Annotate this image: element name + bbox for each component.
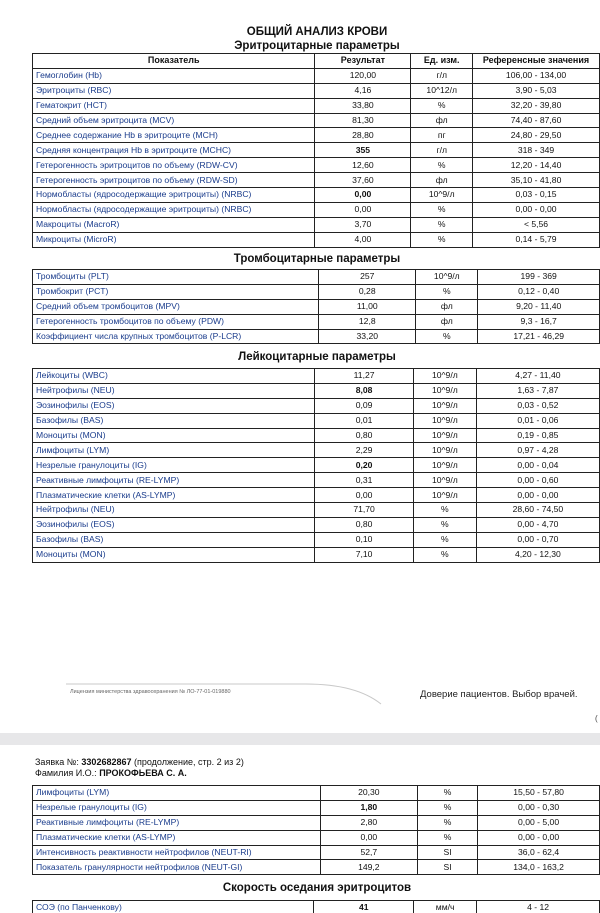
- unit-value: %: [411, 98, 473, 113]
- parameter-name: Средняя концентрация Hb в эритроците (MCHC): [33, 143, 315, 158]
- esr-table: [32, 900, 600, 913]
- result-value: 1,80: [320, 800, 417, 815]
- table-row: [33, 217, 600, 232]
- table-row: [33, 83, 600, 98]
- parameter-name: Гетерогенность эритроцитов по объему (RDW-SD): [33, 173, 315, 188]
- unit-value: 10^9/л: [413, 473, 476, 488]
- reference-range: 0,00 - 0,00: [473, 202, 600, 217]
- reference-range: 9,20 - 11,40: [478, 299, 600, 314]
- order-suffix: (продолжение, стр. 2 из 2): [134, 757, 244, 767]
- table-row: [33, 815, 600, 830]
- unit-value: %: [411, 202, 473, 217]
- table-row: [33, 413, 600, 428]
- table-row: [33, 68, 600, 83]
- reference-range: 318 - 349: [473, 143, 600, 158]
- parameter-name: Моноциты (MON): [33, 428, 315, 443]
- reference-range: 0,19 - 0,85: [476, 428, 599, 443]
- unit-value: мм/ч: [414, 901, 477, 913]
- unit-value: 10^9/л: [413, 369, 476, 384]
- reference-range: 4 - 12: [477, 901, 600, 913]
- header-reference: Референсные значения: [473, 54, 600, 69]
- unit-value: г/л: [411, 68, 473, 83]
- parameter-name: Коэффициент числа крупных тромбоцитов (P-LCR): [33, 329, 319, 344]
- result-value: 0,80: [315, 517, 414, 532]
- table-row: [33, 458, 600, 473]
- patient-label: Фамилия И.О.:: [35, 768, 97, 778]
- reference-range: 12,20 - 14,40: [473, 158, 600, 173]
- parameter-name: Нейтрофилы (NEU): [33, 503, 315, 518]
- parameter-name: Моноциты (MON): [33, 547, 315, 562]
- header-parameter: Показатель: [33, 54, 315, 69]
- unit-value: 10^9/л: [413, 398, 476, 413]
- parameter-name: Базофилы (BAS): [33, 532, 315, 547]
- result-value: 8,08: [315, 383, 414, 398]
- result-value: 12,60: [315, 158, 411, 173]
- reference-range: 106,00 - 134,00: [473, 68, 600, 83]
- reference-range: 0,00 - 0,70: [476, 532, 599, 547]
- reference-range: 0,03 - 0,52: [476, 398, 599, 413]
- table-row: [33, 232, 600, 247]
- result-value: 0,00: [315, 188, 411, 203]
- parameter-name: Реактивные лимфоциты (RE-LYMP): [33, 473, 315, 488]
- unit-value: %: [411, 232, 473, 247]
- patient-name: ПРОКОФЬЕВА С. А.: [99, 768, 187, 778]
- unit-value: 10^9/л: [413, 458, 476, 473]
- reference-range: 1,63 - 7,87: [476, 383, 599, 398]
- section-title-erythro: Эритроцитарные параметры: [234, 40, 400, 52]
- table-header-row: [33, 54, 600, 69]
- table-row: [33, 369, 600, 384]
- table-row: [33, 143, 600, 158]
- unit-value: %: [417, 815, 477, 830]
- reference-range: 3,90 - 5,03: [473, 83, 600, 98]
- result-value: 2,29: [315, 443, 414, 458]
- result-value: 28,80: [315, 128, 411, 143]
- unit-value: %: [411, 158, 473, 173]
- header-result: Результат: [315, 54, 411, 69]
- unit-value: 10^9/л: [413, 488, 476, 503]
- result-value: 149,2: [320, 860, 417, 875]
- table-row: [33, 314, 600, 329]
- unit-value: 10^9/л: [411, 188, 473, 203]
- platelet-table: [32, 269, 600, 344]
- table-row: [33, 830, 600, 845]
- parameter-name: Незрелые гранулоциты (IG): [33, 458, 315, 473]
- parameter-name: Средний объем тромбоцитов (MPV): [33, 299, 319, 314]
- parameter-name: Гетерогенность эритроцитов по объему (RDW-CV): [33, 158, 315, 173]
- result-value: 0,00: [315, 488, 414, 503]
- parameter-name: Нейтрофилы (NEU): [33, 383, 315, 398]
- unit-value: фл: [411, 113, 473, 128]
- unit-value: 10^9/л: [416, 270, 478, 285]
- parameter-name: Лимфоциты (LYM): [33, 786, 321, 801]
- result-value: 0,01: [315, 413, 414, 428]
- footer-slogan: Доверие пациентов. Выбор врачей.: [420, 689, 578, 700]
- table-row: [33, 532, 600, 547]
- erythrocyte-table: [32, 53, 600, 248]
- table-row: [33, 329, 600, 344]
- parameter-name: Показатель гранулярности нейтрофилов (NEUT-GI): [33, 860, 321, 875]
- table-row: [33, 173, 600, 188]
- reference-range: 0,00 - 0,00: [478, 830, 600, 845]
- parameter-name: Эозинофилы (EOS): [33, 398, 315, 413]
- parameter-name: Незрелые гранулоциты (IG): [33, 800, 321, 815]
- unit-value: 10^9/л: [413, 428, 476, 443]
- table-row: [33, 158, 600, 173]
- parameter-name: Тромбоциты (PLT): [33, 270, 319, 285]
- parameter-name: Лейкоциты (WBC): [33, 369, 315, 384]
- table-row: [33, 98, 600, 113]
- result-value: 0,09: [315, 398, 414, 413]
- table-row: [33, 270, 600, 285]
- result-value: 0,28: [319, 284, 416, 299]
- report-page-2: [0, 745, 600, 913]
- table-row: [33, 284, 600, 299]
- result-value: 33,80: [315, 98, 411, 113]
- report-title: ОБЩИЙ АНАЛИЗ КРОВИ: [246, 26, 388, 38]
- table-row: [33, 428, 600, 443]
- reference-range: 0,00 - 0,00: [476, 488, 599, 503]
- parameter-name: Тромбокрит (PCT): [33, 284, 319, 299]
- table-row: [33, 383, 600, 398]
- result-value: 11,27: [315, 369, 414, 384]
- table-row: [33, 398, 600, 413]
- reference-range: 0,00 - 0,30: [478, 800, 600, 815]
- parameter-name: Средний объем эритроцита (MCV): [33, 113, 315, 128]
- reference-range: < 5,56: [473, 217, 600, 232]
- section-title-esr: Скорость оседания эритроцитов: [222, 882, 412, 894]
- reference-range: 0,01 - 0,06: [476, 413, 599, 428]
- reference-range: 134,0 - 163,2: [478, 860, 600, 875]
- table-row: [33, 113, 600, 128]
- table-row: [33, 860, 600, 875]
- unit-value: 10^9/л: [413, 413, 476, 428]
- result-value: 20,30: [320, 786, 417, 801]
- reference-range: 0,00 - 5,00: [478, 815, 600, 830]
- result-value: 4,00: [315, 232, 411, 247]
- unit-value: %: [413, 547, 476, 562]
- reference-range: 0,14 - 5,79: [473, 232, 600, 247]
- reference-range: 17,21 - 46,29: [478, 329, 600, 344]
- table-row: [33, 443, 600, 458]
- reference-range: 24,80 - 29,50: [473, 128, 600, 143]
- table-row: [33, 299, 600, 314]
- footer-license: Лицензия министерства здравоохранения № ЛО-77-01-019880: [70, 689, 231, 695]
- result-value: 41: [314, 901, 414, 913]
- parameter-name: Реактивные лимфоциты (RE-LYMP): [33, 815, 321, 830]
- result-value: 257: [319, 270, 416, 285]
- table-row: [33, 901, 600, 913]
- parameter-name: Среднее содержание Hb в эритроците (MCH): [33, 128, 315, 143]
- reference-range: 74,40 - 87,60: [473, 113, 600, 128]
- order-label: Заявка №:: [35, 757, 79, 767]
- reference-range: 0,12 - 0,40: [478, 284, 600, 299]
- parameter-name: Макроциты (MacroR): [33, 217, 315, 232]
- result-value: 37,60: [315, 173, 411, 188]
- parameter-name: Базофилы (BAS): [33, 413, 315, 428]
- result-value: 71,70: [315, 503, 414, 518]
- order-number: 3302682867: [81, 757, 132, 767]
- parameter-name: Плазматические клетки (AS-LYMP): [33, 488, 315, 503]
- order-line: [35, 757, 244, 767]
- reference-range: 199 - 369: [478, 270, 600, 285]
- table-row: [33, 547, 600, 562]
- table-row: [33, 202, 600, 217]
- parameter-name: Эозинофилы (EOS): [33, 517, 315, 532]
- unit-value: %: [416, 284, 478, 299]
- parameter-name: Микроциты (MicroR): [33, 232, 315, 247]
- result-value: 4,16: [315, 83, 411, 98]
- result-value: 0,00: [315, 202, 411, 217]
- continuation-table: [32, 785, 600, 875]
- result-value: 3,70: [315, 217, 411, 232]
- result-value: 120,00: [315, 68, 411, 83]
- result-value: 0,10: [315, 532, 414, 547]
- parameter-name: Гемоглобин (Hb): [33, 68, 315, 83]
- reference-range: 0,00 - 0,60: [476, 473, 599, 488]
- reference-range: 28,60 - 74,50: [476, 503, 599, 518]
- unit-value: %: [413, 517, 476, 532]
- parameter-name: Гематокрит (HCT): [33, 98, 315, 113]
- reference-range: 0,97 - 4,28: [476, 443, 599, 458]
- table-row: [33, 188, 600, 203]
- result-value: 355: [315, 143, 411, 158]
- unit-value: SI: [417, 845, 477, 860]
- table-row: [33, 488, 600, 503]
- unit-value: %: [417, 800, 477, 815]
- table-row: [33, 128, 600, 143]
- table-row: [33, 517, 600, 532]
- unit-value: %: [416, 329, 478, 344]
- table-row: [33, 473, 600, 488]
- reference-range: 0,00 - 4,70: [476, 517, 599, 532]
- reference-range: 32,20 - 39,80: [473, 98, 600, 113]
- parameter-name: Нормобласты (ядросодержащие эритроциты) (NRBC): [33, 202, 315, 217]
- unit-value: %: [413, 532, 476, 547]
- parameter-name: Лимфоциты (LYM): [33, 443, 315, 458]
- result-value: 7,10: [315, 547, 414, 562]
- unit-value: %: [417, 830, 477, 845]
- result-value: 52,7: [320, 845, 417, 860]
- header-unit: Ед. изм.: [411, 54, 473, 69]
- unit-value: пг: [411, 128, 473, 143]
- unit-value: %: [413, 503, 476, 518]
- leukocyte-table: [32, 368, 600, 563]
- unit-value: 10^9/л: [413, 443, 476, 458]
- edge-mark: (: [595, 714, 598, 723]
- unit-value: 10^12/л: [411, 83, 473, 98]
- result-value: 11,00: [319, 299, 416, 314]
- unit-value: 10^9/л: [413, 383, 476, 398]
- reference-range: 9,3 - 16,7: [478, 314, 600, 329]
- reference-range: 36,0 - 62,4: [478, 845, 600, 860]
- unit-value: г/л: [411, 143, 473, 158]
- reference-range: 4,27 - 11,40: [476, 369, 599, 384]
- section-title-platelet: Тромбоцитарные параметры: [233, 253, 401, 265]
- parameter-name: Гетерогенность тромбоцитов по объему (PDW): [33, 314, 319, 329]
- table-row: [33, 786, 600, 801]
- result-value: 0,00: [320, 830, 417, 845]
- unit-value: %: [411, 217, 473, 232]
- reference-range: 0,03 - 0,15: [473, 188, 600, 203]
- result-value: 81,30: [315, 113, 411, 128]
- unit-value: SI: [417, 860, 477, 875]
- reference-range: 4,20 - 12,30: [476, 547, 599, 562]
- parameter-name: Эритроциты (RBC): [33, 83, 315, 98]
- result-value: 0,80: [315, 428, 414, 443]
- result-value: 0,20: [315, 458, 414, 473]
- result-value: 0,31: [315, 473, 414, 488]
- section-title-leukocyte: Лейкоцитарные параметры: [238, 351, 396, 363]
- table-row: [33, 800, 600, 815]
- table-row: [33, 845, 600, 860]
- result-value: 33,20: [319, 329, 416, 344]
- reference-range: 35,10 - 41,80: [473, 173, 600, 188]
- parameter-name: СОЭ (по Панченкову): [33, 901, 314, 913]
- reference-range: 15,50 - 57,80: [478, 786, 600, 801]
- parameter-name: Нормобласты (ядросодержащие эритроциты) (NRBC): [33, 188, 315, 203]
- unit-value: фл: [416, 314, 478, 329]
- parameter-name: Интенсивность реактивности нейтрофилов (NEUT-RI): [33, 845, 321, 860]
- unit-value: фл: [416, 299, 478, 314]
- reference-range: 0,00 - 0,04: [476, 458, 599, 473]
- unit-value: %: [417, 786, 477, 801]
- patient-line: [35, 768, 187, 778]
- parameter-name: Плазматические клетки (AS-LYMP): [33, 830, 321, 845]
- table-row: [33, 503, 600, 518]
- result-value: 12,8: [319, 314, 416, 329]
- result-value: 2,80: [320, 815, 417, 830]
- unit-value: фл: [411, 173, 473, 188]
